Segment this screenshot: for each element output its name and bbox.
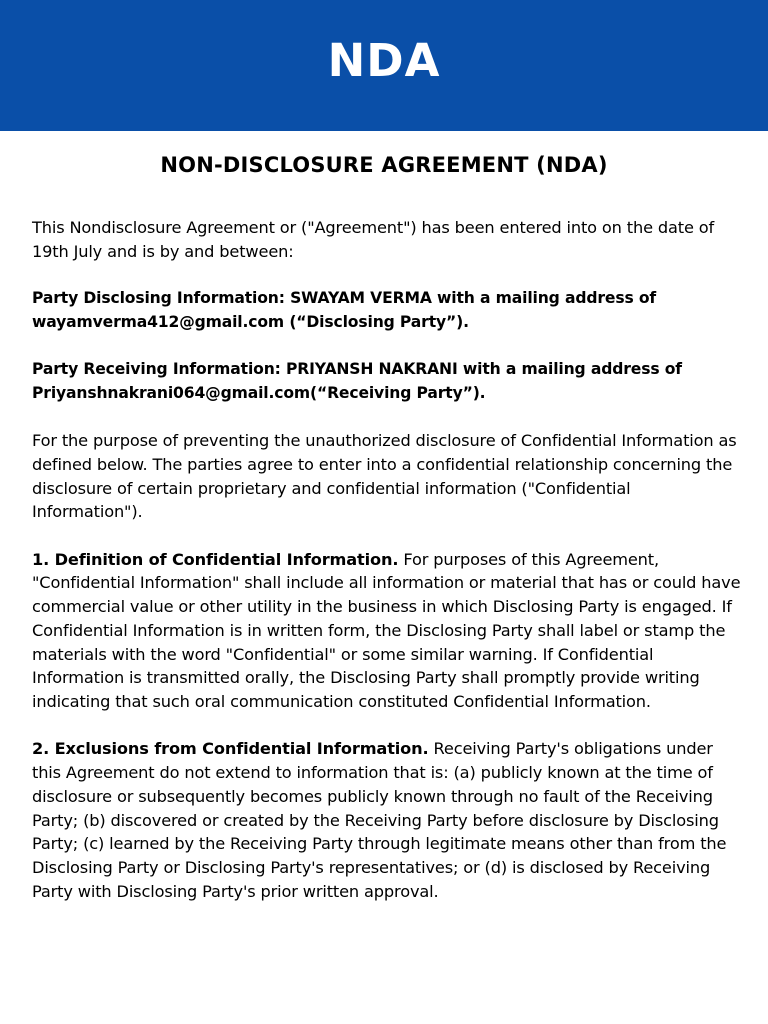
section-heading: 1. Definition of Confidential Information.	[32, 549, 399, 569]
banner-title: NDA	[327, 34, 441, 87]
section-body: For purposes of this Agreement, "Confidential Information" shall include all information or material that has or could have commercial value or other utility in the business in which Disclosing Party is engaged. If Confidential Information is in written form, the Disclosing Party shall label or stamp the materials with the word "Confidential" or some similar warning. If Confidential Information is transmitted orally, the Disclosing Party shall promptly provide writing indicating that such oral communication constituted Confidential Information.	[32, 549, 741, 711]
document-title: NON-DISCLOSURE AGREEMENT (NDA)	[160, 153, 608, 177]
intro-paragraph: This Nondisclosure Agreement or ("Agreement") has been entered into on the date of 19th July and is by and between:	[32, 218, 715, 261]
section-definition	[32, 548, 744, 714]
party-receiving-paragraph: Party Receiving Information: PRIYANSH NAKRANI with a mailing address of Priyanshnakrani064@gmail.com(“Receiving Party”).	[32, 360, 682, 402]
purpose-paragraph: For the purpose of preventing the unauthorized disclosure of Confidential Information as defined below. The parties agree to enter into a confidential relationship concerning the disclosure of certain proprietary and confidential information ("Confidential Information").	[32, 431, 737, 522]
section-heading: 2. Exclusions from Confidential Information.	[32, 739, 429, 759]
party-disclosing-paragraph: Party Disclosing Information: SWAYAM VERMA with a mailing address of wayamverma412@gmail.com (“Disclosing Party”).	[32, 289, 657, 331]
section-body: Receiving Party's obligations under this Agreement do not extend to information that is: (a) publicly known at the time of disclosure or subsequently becomes publicly known through no fault of the Receiving Party; (b) discovered or created by the Receiving Party before disclosure by Disclosing Party; (c) learned by the Receiving Party through legitimate means other than from the Disclosing Party or Disclosing Party's representatives; or (d) is disclosed by Receiving Party with Disclosing Party's prior written approval.	[32, 739, 727, 901]
header-banner	[0, 0, 768, 131]
document-body	[32, 216, 744, 927]
section-exclusions	[32, 737, 744, 903]
